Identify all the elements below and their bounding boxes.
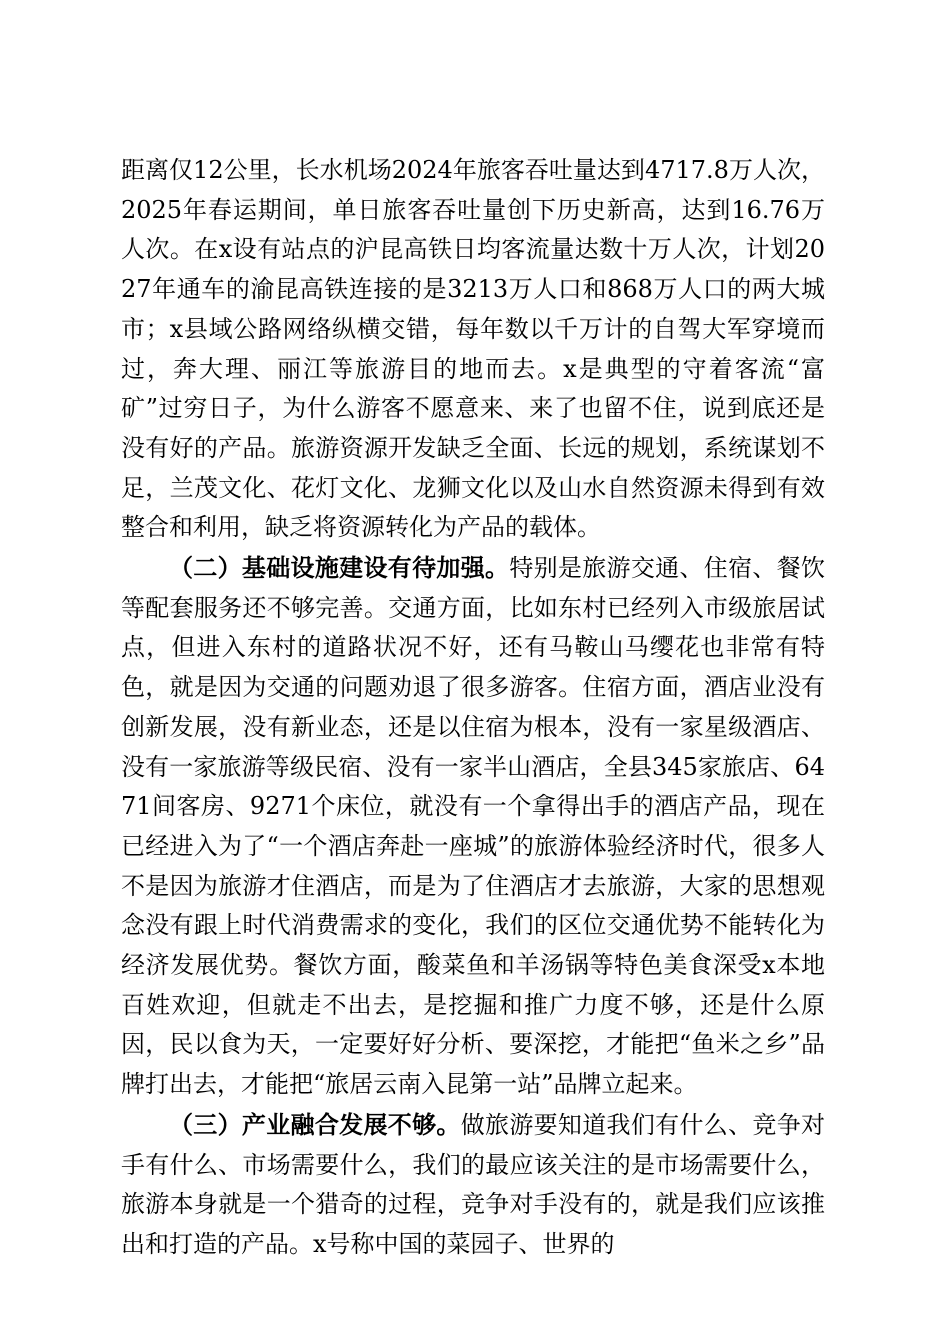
paragraph-1-text: 距离仅12公里，长水机场2024年旅客吞吐量达到4717.8万人次，2025年春运期间，单日旅客吞吐量创下历史新高，达到16.76万人次。在x设有站点的沪昆高铁日均客流量达数十万人次，计划2027年通车的渝昆高铁连接的是3213万人口和868万人口的两大城市；x县域公路网络纵横交错，每年数以千万计的自驾大军穿境而过，奔大理、丽江等旅游目的地而去。x是典型的守着客流“富矿”过穷日子，为什么游客不愿意来、来了也留不住，说到底还是没有好的产品。旅游资源开发缺乏全面、长远的规划，系统谋划不足，兰茂文化、花灯文化、龙狮文化以及山水自然资源未得到有效整合和利用，缺乏将资源转化为产品的载体。 xyxy=(121,156,825,542)
paragraph-1 xyxy=(121,150,825,548)
paragraph-2 xyxy=(121,548,825,1105)
paragraph-2-heading: （二）基础设施建设有待加强。 xyxy=(169,553,510,583)
paragraph-3-text: 做旅游要知道我们有什么、竞争对手有什么、市场需要什么，我们的最应该关注的是市场需要什么，旅游本身就是一个猎奇的过程，竞争对手没有的，就是我们应该推出和打造的产品。x号称中国的菜园子、世界的 xyxy=(121,1110,826,1258)
paragraph-3-heading: （三）产业融合发展不够。 xyxy=(169,1109,461,1139)
paragraph-3 xyxy=(121,1105,825,1265)
paragraph-2-text: 特别是旅游交通、住宿、餐饮等配套服务还不够完善。交通方面，比如东村已经列入市级旅居试点，但进入东村的道路状况不好，还有马鞍山马缨花也非常有特色，就是因为交通的问题劝退了很多游客。住宿方面，酒店业没有创新发展，没有新业态，还是以住宿为根本，没有一家星级酒店、没有一家旅游等级民宿、没有一家半山酒店，全县345家旅店、6471间客房、9271个床位，就没有一个拿得出手的酒店产品，现在已经进入为了“一个酒店奔赴一座城”的旅游体验经济时代，很多人不是因为旅游才住酒店，而是为了住酒店才去旅游，大家的思想观念没有跟上时代消费需求的变化，我们的区位交通优势不能转化为经济发展优势。餐饮方面，酸菜鱼和羊汤锅等特色美食深受x本地百姓欢迎，但就走不出去，是挖掘和推广力度不够，还是什么原因，民以食为天，一定要好好分析、要深挖，才能把“鱼米之乡”品牌打出去，才能把“旅居云南入昆第一站”品牌立起来。 xyxy=(121,554,826,1099)
document-body xyxy=(121,150,825,1265)
